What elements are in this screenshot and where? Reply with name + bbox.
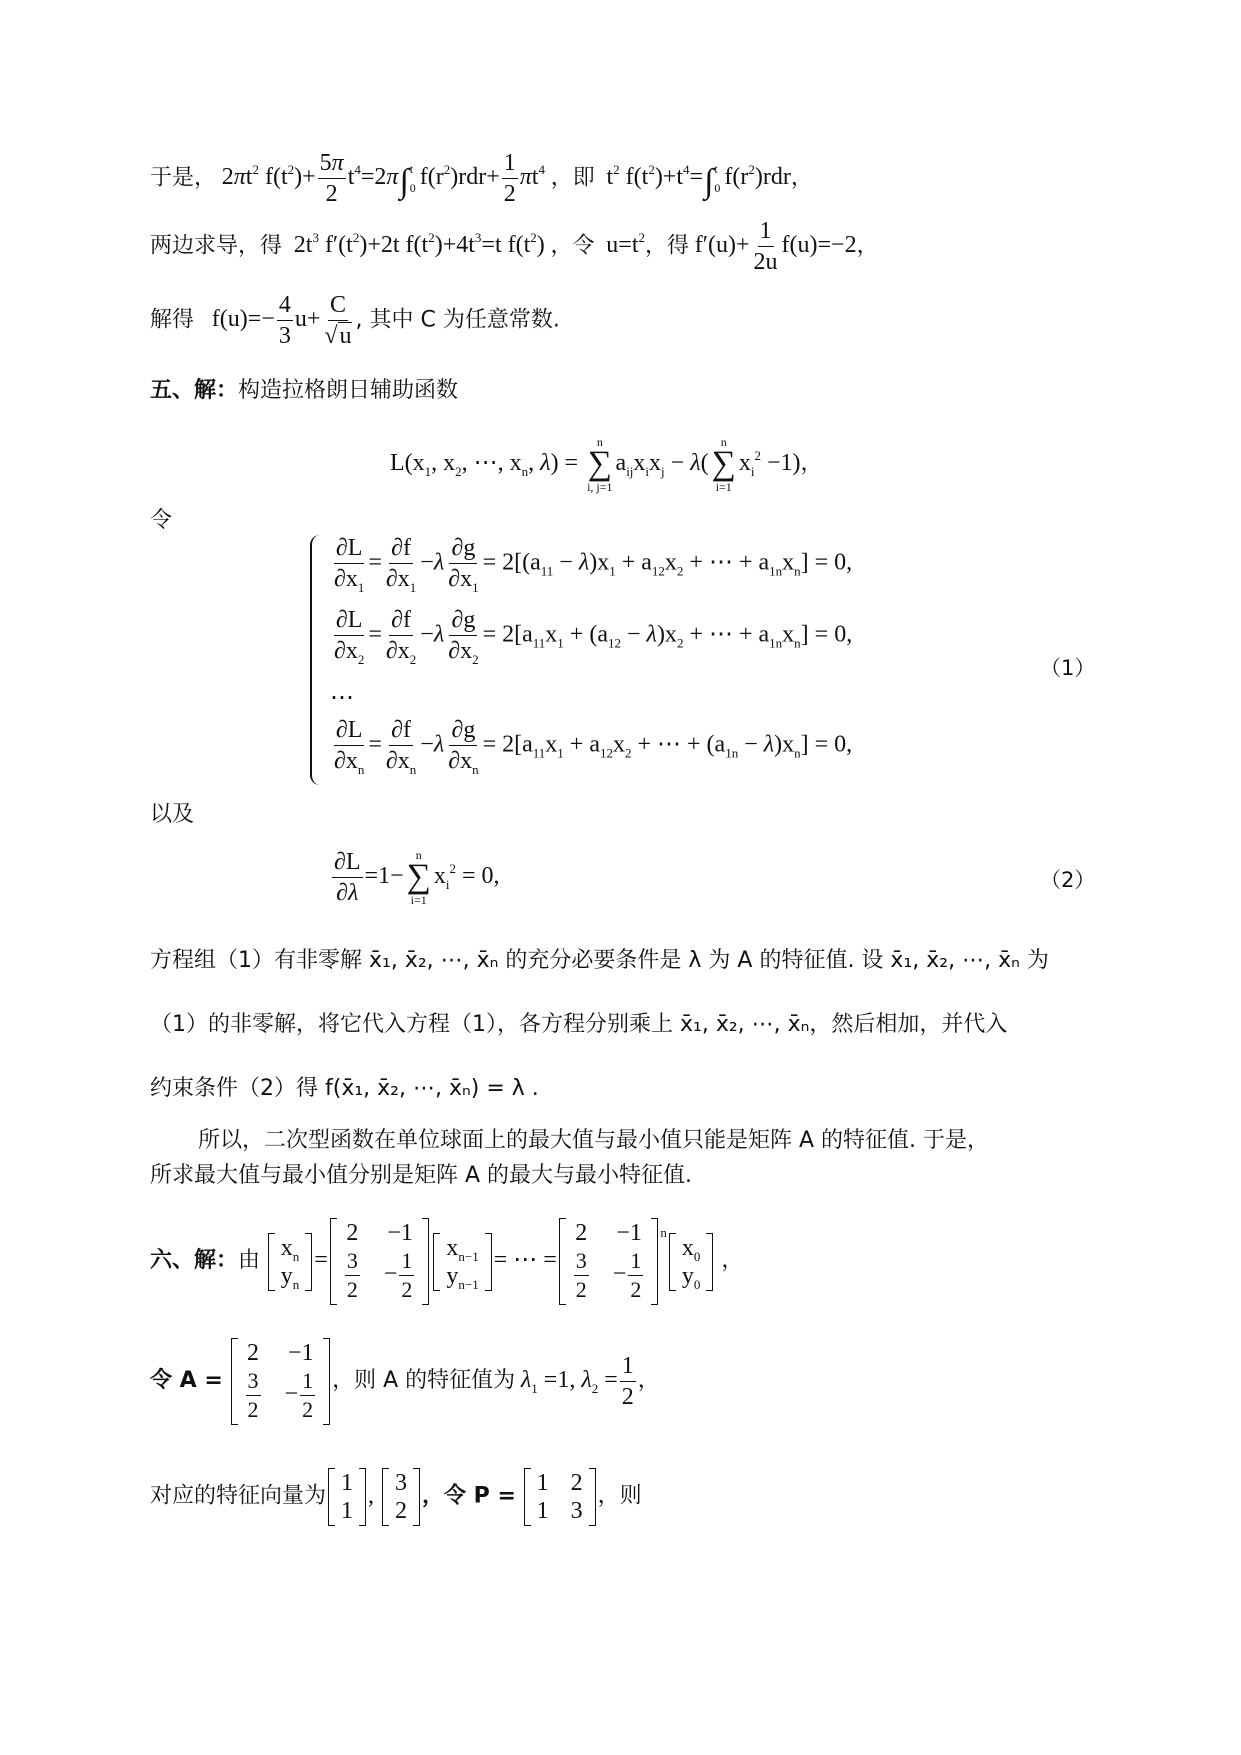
punctuation: ， (721, 1248, 744, 1274)
math-expression: $x_n$ $y_n$ = 2 −1 $\frac{3}{2}$ − $\frac{1}{2}$ $x_{n-1}$ $y_{n-1}$ = ⋯ = 2 −1 $\frac{3}{2}$ − $\frac{1}{2}$ $^n$ $x_0$ $y_0$ (266, 1247, 722, 1273)
paragraph-text: 所求最大值与最小值分别是矩阵 A 的最大与最小特征值. (150, 1163, 693, 1188)
text-suffix: , 其中 C 为任意常数. (355, 307, 560, 333)
paragraph-line (150, 948, 1049, 972)
text-then: ，则 (597, 1483, 642, 1509)
matrix-A-line (150, 1338, 660, 1425)
system-row-1: $\frac{\partial L}{\partial x_1}$ = $\frac{\partial f}{\partial x_1}$ −λ $\frac{\partial g}{\partial x_1}$ = $2[(a_{11} - \lambda)x_1 + a_{12}x_2$ + ⋯ + $a_{1n}x_n] = 0$, (334, 535, 853, 596)
paragraph-line (150, 1076, 539, 1100)
punctuation: ， (800, 451, 823, 477)
constraint-equation (330, 848, 500, 907)
matrix-A: 2 −1 $\frac{3}{2}$ − $\frac{1}{2}$ (229, 1367, 333, 1393)
section-5-heading (150, 378, 458, 402)
math-expression: $t^2$ $f(t^2)+t^4=\int$ t 0 $f(r^2)rdr$ (600, 161, 791, 201)
math-expression: $\frac{\partial L}{\partial\lambda}$ =1− n ∑ i=1 $x_i^2 = 0$, (334, 848, 500, 907)
paragraph-line (198, 1128, 989, 1152)
text-let-P: ，令 P = (422, 1483, 516, 1509)
system-row-n: $\frac{\partial L}{\partial x_n}$ = $\frac{\partial f}{\partial x_n}$ −λ $\frac{\partial g}{\partial x_n}$ = $2[a_{11}x_1 + a_{12}x_2$ + ⋯ + $(a_{1n} - \lambda)x_n] = 0$, (334, 717, 853, 778)
math-expression: f′(u)+ $\frac{1}{2u}$ f(u)=−2 (694, 218, 857, 276)
left-brace (310, 535, 322, 785)
equation-line-2 (150, 218, 879, 276)
eigenvectors: 1 1 , 3 2 (326, 1483, 422, 1509)
section-title: 六、解： (150, 1248, 239, 1274)
equation-line-3 (150, 292, 560, 350)
math-expression: $L(x_1$, $x_2$, ⋯, $x_n$, λ) = n ∑ i, j=1 $a_{ij}x_ix_j - \lambda$( n ∑ i=1 $x_i^2 -1$) (390, 435, 801, 494)
punctuation: ， (790, 165, 813, 191)
text-and: 以及 (150, 802, 195, 827)
section-intro: 构造拉格朗日辅助函数 (238, 378, 459, 403)
equation-line-1 (150, 150, 813, 208)
text-prefix: 解得 (150, 307, 195, 333)
eigenvector-line (150, 1468, 642, 1526)
system-row-2: $\frac{\partial L}{\partial x_2}$ = $\frac{\partial f}{\partial x_2}$ −λ $\frac{\partial g}{\partial x_2}$ = $2[a_{11}x_1 + (a_{12} - \lambda)x_2$ + ⋯ + $a_{1n}x_n] = 0$, (334, 607, 853, 668)
text-let-A: 令 A = (150, 1368, 223, 1394)
lagrangian-equation (390, 435, 823, 494)
math-expression: $2t^3$ $f'(t^2)+2t$ $f(t^2)+4t^3=t$ $f(t^2)$ (287, 230, 545, 259)
paragraph-text: （1）的非零解，将它代入方程（1），各方程分别乘上 x̄₁, x̄₂, ⋯, x̄ₙ，然后相加，并代入 (150, 1012, 1008, 1037)
paragraph-text: 约束条件（2）得 f(x̄₁, x̄₂, ⋯, x̄ₙ) = λ . (150, 1076, 539, 1101)
paragraph-text: 所以，二次型函数在单位球面上的最大值与最小值只能是矩阵 A 的特征值. 于是， (198, 1128, 990, 1153)
punctuation: ， (856, 233, 879, 259)
eigen-text: ，则 A 的特征值为 (332, 1368, 516, 1394)
text-mid: ，令 (550, 233, 595, 259)
punctuation: ， (637, 1368, 660, 1394)
system-row-ellipsis: ⋯ (330, 685, 354, 711)
text-mid: ，得 (644, 233, 689, 259)
and-label (150, 802, 194, 826)
text-let: 令 (150, 508, 173, 533)
eigenvector-text: 对应的特征向量为 (150, 1483, 327, 1509)
matrix-P: 1 2 1 3 (522, 1483, 598, 1509)
math-expression: $u=t^2$ (600, 230, 645, 259)
math-expression: $2\pi t^2$ $f(t^2)+$ $\frac{5\pi}{2}$ $t^4=2\pi\int$ t 0 $f(r^2)rdr+$ $\frac{1}{2}$ $\pi t^4$ (221, 150, 545, 208)
equation-label-1: （1） (1040, 656, 1096, 680)
equation-label-2: （2） (1040, 868, 1096, 892)
section-title: 五、解： (150, 378, 239, 403)
paragraph-line (150, 1012, 1007, 1036)
text-from: 由 (238, 1248, 261, 1274)
let-label (150, 508, 172, 532)
paragraph-line (150, 1163, 692, 1187)
eigenvalues: $\lambda_1 =1$, $\lambda_2$ = $\frac{1}{2}$ (520, 1352, 634, 1411)
text-mid: ，即 (550, 165, 595, 191)
text-prefix: 于是， (150, 165, 217, 191)
text-prefix: 两边求导，得 (150, 233, 283, 259)
math-expression: f(u)=− $\frac{4}{3}$ u+ $\frac{C}{√u}$ (199, 292, 352, 350)
section-6-recurrence (150, 1218, 743, 1305)
paragraph-text: 方程组（1）有非零解 x̄₁, x̄₂, ⋯, x̄ₙ 的充分必要条件是 λ 为 A 的特征值. 设 x̄₁, x̄₂, ⋯, x̄ₙ 为 (150, 948, 1049, 973)
